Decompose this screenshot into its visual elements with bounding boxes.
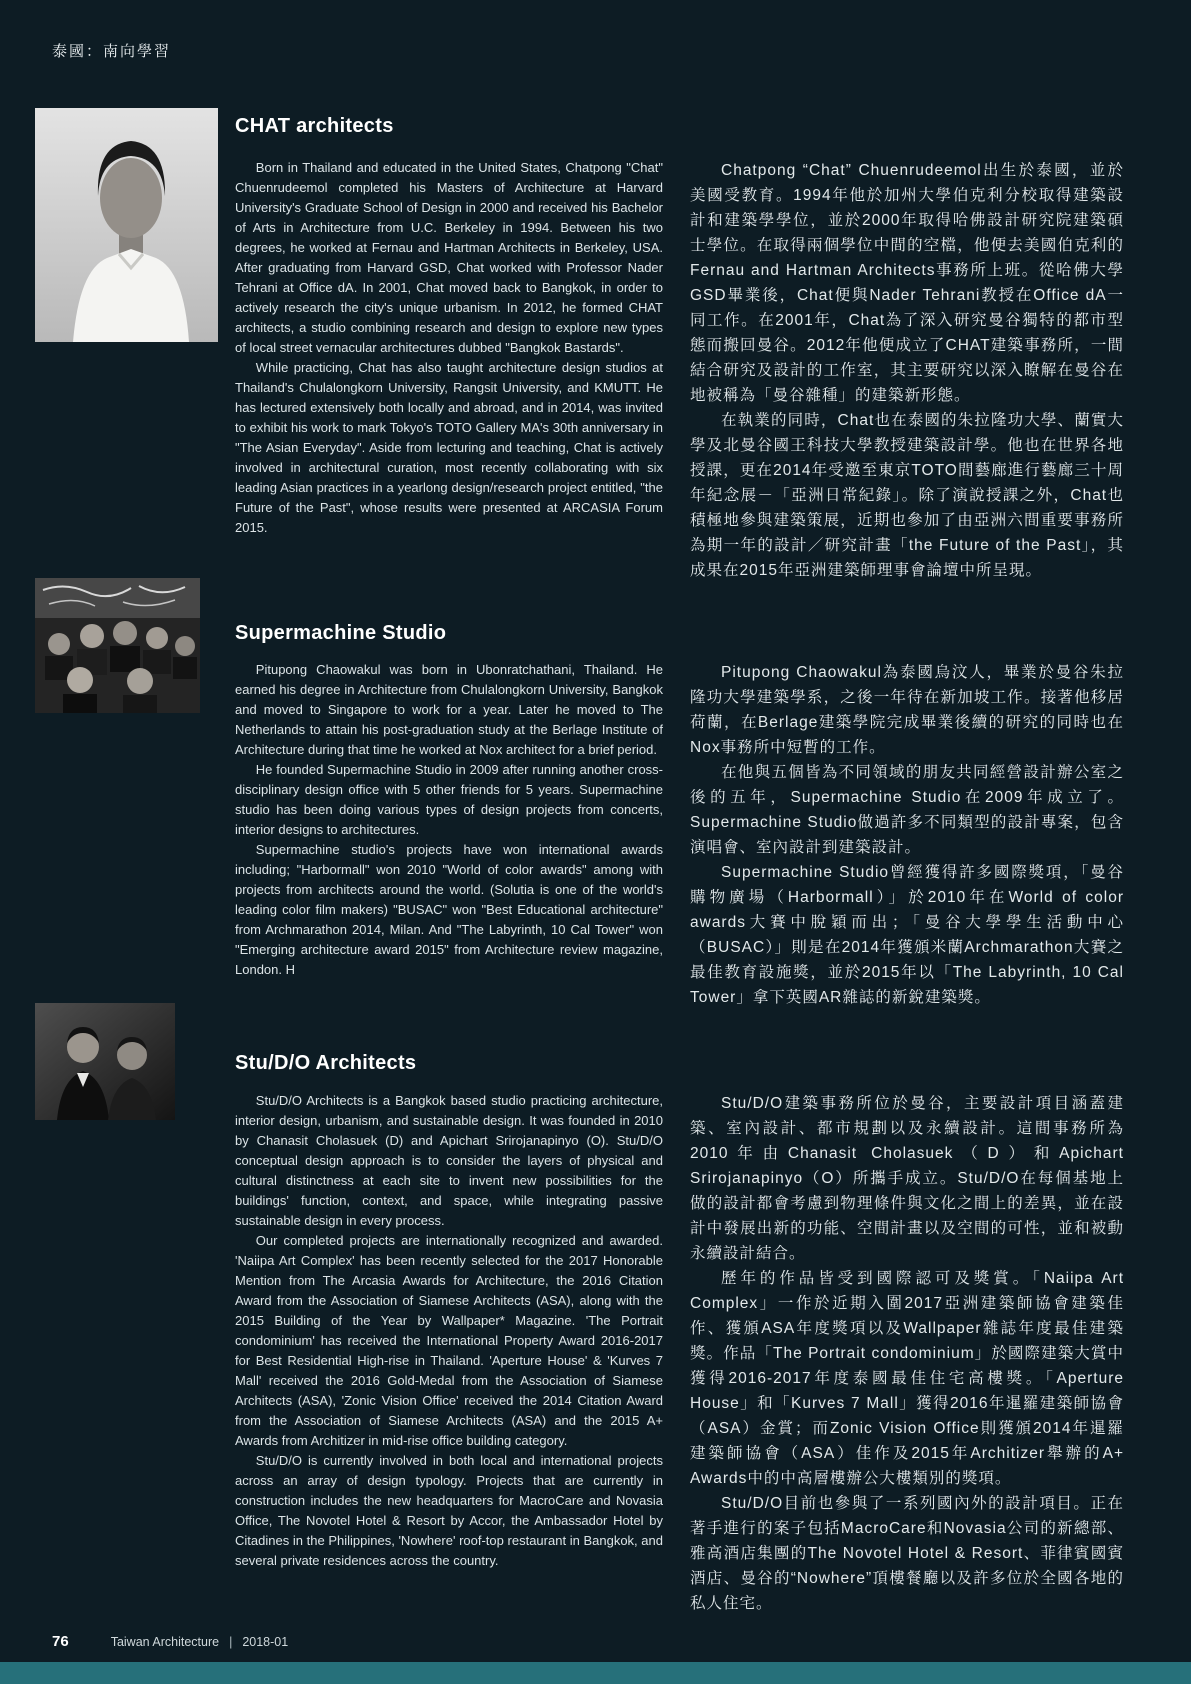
paragraph: Pitupong Chaowakul was born in Ubonratchathani, Thailand. He earned his degree in Architecture from Chulalongkorn University, Bangkok and moved to Singapore to work for a year. Later he moved to The Netherlands to attain his post-graduation study at the Berlage Institute of Architecture during that time he worked at Nox architect for a brief period. [235, 662, 663, 757]
paragraph: Stu/D/O目前也參與了一系列國內外的設計項目。正在著手進行的案子包括MacroCare和Novasia公司的新總部、雅高酒店集團的The Novotel Hotel & Resort、菲律賓國賓酒店、曼谷的“Nowhere”頂樓餐廳以及許多位於全國各地的私人住宅。 [690, 1495, 1124, 1612]
footer-separator: | [229, 1635, 233, 1649]
chat-portrait-photo [35, 108, 218, 342]
studo-founders-photo [35, 1003, 175, 1120]
section-title: CHAT architects [235, 115, 394, 137]
section-title: Supermachine Studio [235, 622, 447, 644]
paragraph: 歷年的作品皆受到國際認可及獎賞。「Naiipa Art Complex」一作於近期入圍2017亞洲建築師協會建築佳作、獲頒ASA年度獎項以及Wallpaper雜誌年度最佳建築獎。作品「The Portrait condominium」於國際建築大賞中獲得2016-2017年度泰國最佳住宅高樓獎。「Aperture House」和「Kurves 7 Mall」獲得2016年暹羅建築師協會（ASA）金賞；而Zonic Vision Office則獲頒2014年暹羅建築師協會（ASA）佳作及2015年Architizer舉辦的A+ Awards中的中高層樓辦公大樓類別的獎項。 [690, 1270, 1124, 1487]
chinese-column [690, 158, 1124, 583]
paragraph: 在執業的同時，Chat也在泰國的朱拉隆功大學、蘭實大學及北曼谷國王科技大學教授建築設計學。他也在世界各地授課，更在2014年受邀至東京TOTO間藝廊進行藝廊三十周年紀念展－「亞洲日常紀錄」。除了演說授課之外，Chat也積極地參與建築策展，近期也參加了由亞洲六間重要事務所為期一年的設計／研究計畫「the Future of the Past」，其成果在2015年亞洲建築師理事會論壇中所呈現。 [690, 412, 1124, 579]
english-column [235, 158, 663, 538]
english-column [235, 660, 663, 980]
chinese-column [690, 1091, 1124, 1616]
paragraph: Pitupong Chaowakul為泰國烏汶人，畢業於曼谷朱拉隆功大學建築學系，之後一年待在新加坡工作。接著他移居荷蘭，在Berlage建築學院完成畢業後續的研究的同時也在Nox事務所中短暫的工作。 [690, 664, 1124, 756]
paragraph: Supermachine studio's projects have won international awards including; "Harbormall" won 2010 "World of color awards" among with projects from architects around the world. (Solutia is one of the world's leading color film makers) "BUSAC" won "Best Educational architecture" from Archmarathon 2014, Milan. And "The Labyrinth, 10 Cal Tower" won "Emerging architecture award 2015" from Architecture review magazine, London. H [235, 842, 663, 977]
issue-number: 2018-01 [242, 1635, 289, 1649]
magazine-name: Taiwan Architecture [110, 1635, 220, 1649]
paragraph: Stu/D/O建築事務所位於曼谷，主要設計項目涵蓋建築、室內設計、都市規劃以及永續設計。這間事務所為2010年由Chanasit Cholasuek（D）和Apichart Srirojanapinyo（O）所攜手成立。Stu/D/O在每個基地上做的設計都會考慮到物理條件與文化之間上的差異，並在設計中發展出新的功能、空間計畫以及空間的可性，並和被動永續設計結合。 [690, 1095, 1124, 1262]
paragraph: 在他與五個皆為不同領域的朋友共同經營設計辦公室之後的五年，Supermachine Studio在2009年成立了。Supermachine Studio做過許多不同類型的設計專案，包含演唱會、室內設計到建築設計。 [690, 764, 1124, 856]
paragraph: Stu/D/O is currently involved in both local and international projects across an array of design typology. Projects that are currently in construction includes the new headquarters for MacroCare and Novasia Office, The Novotel Hotel & Resort by Accor, the Ambassador Hotel by Citadines in the Philippines, 'Nowhere' roof-top restaurant in Bangkok, and several private residences across the country. [235, 1453, 663, 1568]
english-column [235, 1091, 663, 1571]
section-title: Stu/D/O Architects [235, 1052, 417, 1074]
paragraph: Stu/D/O Architects is a Bangkok based studio practicing architecture, interior design, urbanism, and sustainable design. It was founded in 2010 by Chanasit Cholasuek (D) and Apichart Srirojanapinyo (O). Stu/D/O conceptual design approach is to consider the layers of physical and cultural distinctness at each site to invent new possibilities for the buildings' function, context, and space, while integrating passive sustainable design in every process. [235, 1093, 663, 1228]
bottom-color-bar [0, 1662, 1191, 1684]
paragraph: Born in Thailand and educated in the United States, Chatpong "Chat" Chuenrudeemol completed his Masters of Architecture at Harvard University's Graduate School of Design in 2000 and received his Bachelor of Arts in Architecture from U.C. Berkeley in 1994. Between his two degrees, he worked at Fernau and Hartman Architects in Berkeley, USA. After graduating from Harvard GSD, Chat worked with Professor Nader Tehrani at Office dA. In 2001, Chat moved back to Bangkok, in order to actively research the city's unique urbanism. In 2012, he formed CHAT architects, a studio combining research and design to explore new types of local street vernacular architectures dubbed "Bangkok Bastards". [235, 160, 663, 355]
paragraph: Supermachine Studio曾經獲得許多國際獎項，「曼谷購物廣場（Harbormall）」於2010年在World of color awards大賽中脫穎而出；「曼谷大學學生活動中心（BUSAC）」則是在2014年獲頒米蘭Archmarathon大賽之最佳教育設施獎，並於2015年以「The Labyrinth, 10 Cal Tower」拿下英國AR雜誌的新銳建築獎。 [690, 864, 1124, 1006]
paragraph: Chatpong “Chat” Chuenrudeemol出生於泰國，並於美國受教育。1994年他於加州大學伯克利分校取得建築設計和建築學學位，並於2000年取得哈佛設計研究院建築碩士學位。在取得兩個學位中間的空檔，他便去美國伯克利的Fernau and Hartman Architects事務所上班。從哈佛大學GSD畢業後，Chat便與Nader Tehrani教授在Office dA一同工作。在2001年，Chat為了深入研究曼谷獨特的都市型態而搬回曼谷。2012年他便成立了CHAT建築事務所，一間結合研究及設計的工作室，其主要研究以深入瞭解在曼谷在地被稱為「曼谷雜種」的建築新形態。 [690, 162, 1124, 404]
supermachine-team-photo [35, 578, 200, 713]
page-number: 76 [52, 1633, 69, 1650]
paragraph: Our completed projects are internationally recognized and awarded. 'Naiipa Art Complex' has been recently selected for the 2017 Honorable Mention from The Arcasia Awards for Architecture, the 2016 Citation Award from the Association of Siamese Architects (ASA), along with the 2015 Building of the Year by Wallpaper* Magazine. 'The Portrait condominium' has received the International Property Award 2016-2017 for Best Residential High-rise in Thailand. 'Aperture House' & 'Kurves 7 Mall' received the 2016 Gold-Medal from the Association of Siamese Architects (ASA), 'Zonic Vision Office' received the 2014 Citation Award from the Association of Siamese Architects (ASA) and the 2015 A+ Awards from Architizer in mid-rise office building category. [235, 1233, 663, 1448]
chinese-column [690, 660, 1124, 1010]
paragraph: He founded Supermachine Studio in 2009 after running another cross-disciplinary design office with 5 other friends for 5 years. Supermachine studio has been doing various types of design projects from concerts, interior designs to architectures. [235, 762, 663, 837]
paragraph: While practicing, Chat has also taught architecture design studios at Thailand's Chulalongkorn University, Rangsit University, and KMUTT. He has lectured extensively both locally and abroad, and in 2014, was invited to exhibit his work to mark Tokyo's TOTO Gallery MA's 30th anniversary in "The Asian Everyday". Aside from lecturing and teaching, Chat is actively involved in architectural curation, most recently collaborating with six leading Asian practices in a yearlong design/research project entitled, "the Future of the Past", whose results were presented at ARCASIA Forum 2015. [235, 360, 663, 535]
page-footer [52, 1633, 288, 1650]
page-header-label: 泰國：南向學習 [52, 43, 172, 60]
